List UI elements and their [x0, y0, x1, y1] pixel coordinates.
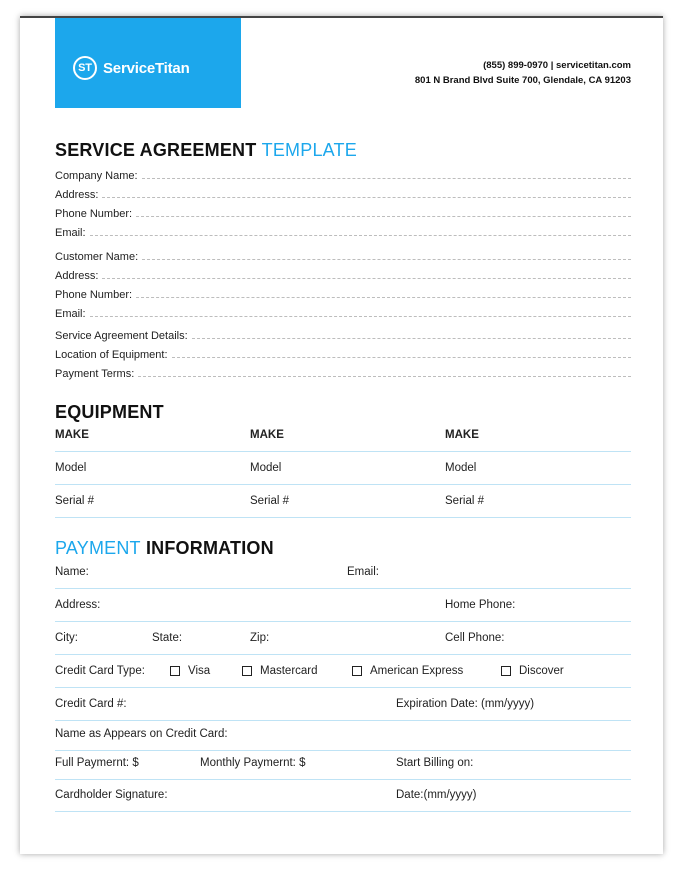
contact-info	[415, 58, 631, 88]
full-payment-label: Full Paymernt: $	[55, 757, 139, 769]
model-label-1: Model	[55, 462, 87, 474]
equipment-location-field[interactable]: Location of Equipment:	[55, 343, 631, 361]
customer-address-field[interactable]: Address:	[55, 264, 631, 282]
make-label-3: MAKE	[445, 429, 479, 441]
equipment-make-row	[55, 419, 631, 452]
brand-logo	[73, 56, 190, 80]
payment-name-row[interactable]	[55, 556, 631, 589]
brand-logo-block	[55, 18, 241, 108]
monthly-payment-label: Monthly Paymernt: $	[200, 757, 306, 769]
checkbox-icon	[501, 666, 511, 676]
payment-address-label: Address:	[55, 599, 101, 611]
serial-label-1: Serial #	[55, 495, 94, 507]
mastercard-checkbox[interactable]: Mastercard	[242, 655, 318, 687]
payment-title-main: INFORMATION	[145, 538, 274, 558]
checkbox-icon	[170, 666, 180, 676]
contact-phone-web: (855) 899-0970 | servicetitan.com	[483, 60, 631, 71]
model-label-2: Model	[250, 462, 282, 474]
equipment-title: EQUIPMENT	[55, 402, 164, 422]
agreement-title	[55, 140, 357, 161]
serial-label-3: Serial #	[445, 495, 484, 507]
checkbox-icon	[242, 666, 252, 676]
payment-email-label: Email:	[347, 566, 379, 578]
model-label-3: Model	[445, 462, 477, 474]
make-label-1: MAKE	[55, 429, 89, 441]
payment-amount-row[interactable]	[55, 747, 631, 780]
agreement-title-main: SERVICE AGREEMENT	[55, 140, 257, 160]
date-label: Date:(mm/yyyy)	[396, 789, 477, 801]
contact-address: 801 N Brand Blvd Suite 700, Glendale, CA 91203	[414, 75, 631, 86]
card-type-row	[55, 655, 631, 688]
customer-email-field[interactable]: Email:	[55, 302, 631, 320]
agreement-title-accent: TEMPLATE	[261, 140, 357, 160]
titan-head-icon: ST	[73, 56, 97, 80]
expiration-label: Expiration Date: (mm/yyyy)	[396, 698, 535, 710]
payment-name-label: Name:	[55, 566, 89, 578]
make-label-2: MAKE	[250, 429, 284, 441]
brand-name: ServiceTitan	[103, 59, 190, 77]
payment-address-row[interactable]	[55, 589, 631, 622]
checkbox-icon	[352, 666, 362, 676]
visa-checkbox[interactable]: Visa	[170, 655, 210, 687]
home-phone-label: Home Phone:	[445, 599, 516, 611]
payment-title-accent: PAYMENT	[55, 538, 141, 558]
start-billing-label: Start Billing on:	[396, 757, 474, 769]
card-number-label: Credit Card #:	[55, 698, 127, 710]
card-number-row[interactable]	[55, 688, 631, 721]
card-type-label: Credit Card Type:	[55, 665, 145, 677]
zip-label: Zip:	[250, 632, 270, 644]
discover-checkbox[interactable]: Discover	[501, 655, 564, 687]
amex-checkbox[interactable]: American Express	[352, 655, 463, 687]
equipment-serial-row[interactable]	[55, 485, 631, 518]
company-address-field[interactable]: Address:	[55, 183, 631, 201]
company-phone-field[interactable]: Phone Number:	[55, 202, 631, 220]
company-name-field[interactable]: Company Name:	[55, 164, 631, 182]
signature-label: Cardholder Signature:	[55, 789, 168, 801]
agreement-details-field[interactable]: Service Agreement Details:	[55, 324, 631, 342]
equipment-model-row[interactable]	[55, 452, 631, 485]
city-label: City:	[55, 632, 78, 644]
document-page	[20, 16, 663, 854]
customer-phone-field[interactable]: Phone Number:	[55, 283, 631, 301]
signature-row[interactable]	[55, 779, 631, 812]
company-email-field[interactable]: Email:	[55, 221, 631, 239]
customer-name-field[interactable]: Customer Name:	[55, 245, 631, 263]
payment-city-row[interactable]	[55, 622, 631, 655]
state-label: State:	[152, 632, 183, 644]
payment-terms-field[interactable]: Payment Terms:	[55, 362, 631, 380]
serial-label-2: Serial #	[250, 495, 289, 507]
cell-phone-label: Cell Phone:	[445, 632, 505, 644]
name-on-card-label: Name as Appears on Credit Card:	[55, 728, 228, 740]
